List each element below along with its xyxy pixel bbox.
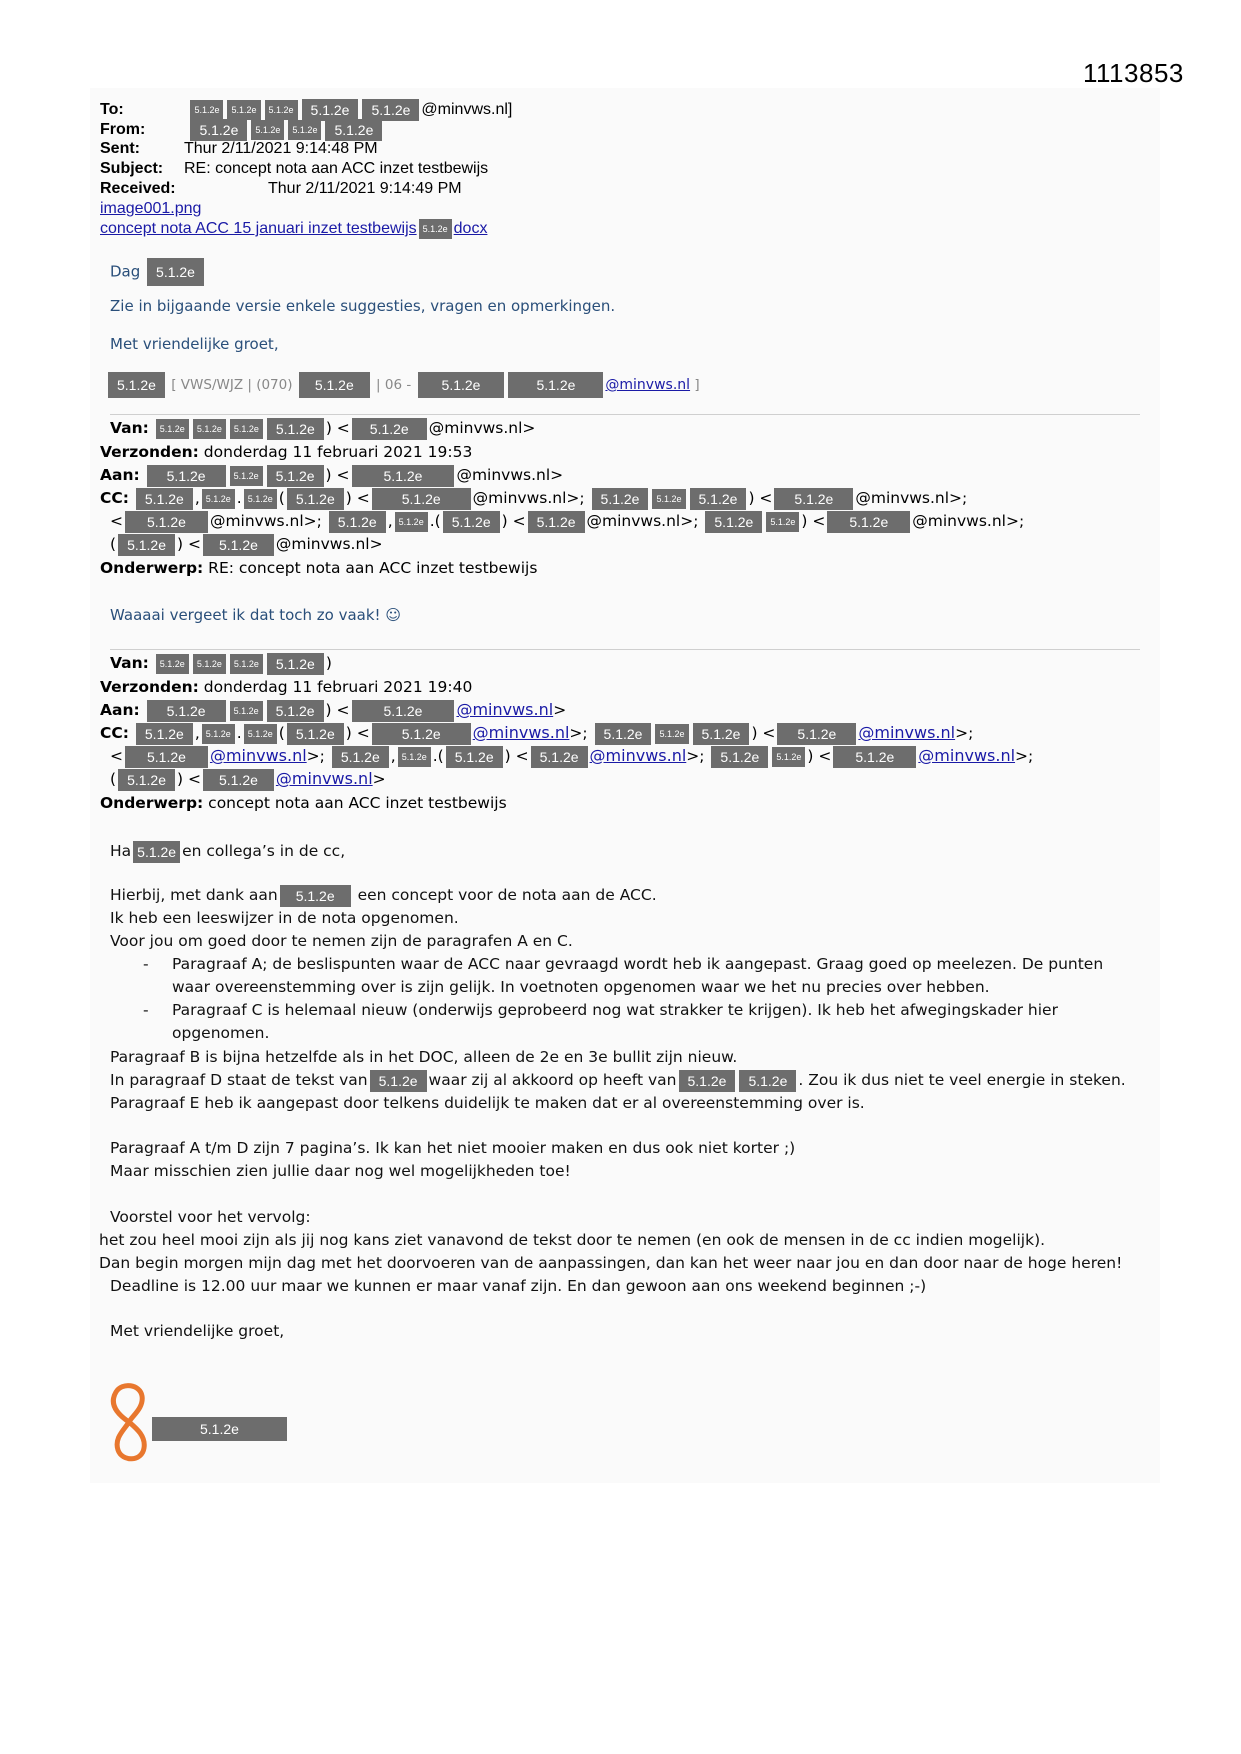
email-link[interactable]: @minvws.nl — [209, 746, 307, 765]
redaction: 5.1.2e — [592, 488, 649, 510]
redaction: 5.1.2e — [288, 120, 321, 140]
redaction: 5.1.2e — [528, 511, 585, 533]
redaction: 5.1.2e — [446, 746, 503, 768]
reply-closing: Met vriendelijke groet, — [110, 335, 279, 353]
redaction: 5.1.2e — [190, 119, 247, 141]
to-email-suffix: @minvws.nl] — [421, 101, 513, 119]
header-from — [100, 119, 384, 141]
redaction: 5.1.2e — [332, 746, 389, 768]
header-received — [100, 179, 462, 199]
redaction: 5.1.2e — [267, 465, 324, 487]
redaction: 5.1.2e — [352, 418, 427, 440]
redaction: 5.1.2e — [230, 419, 263, 439]
bullet-2-line2: opgenomen. — [172, 1024, 270, 1042]
sent-value: Thur 2/11/2021 9:14:48 PM — [184, 140, 378, 157]
mail3-verzonden: Verzonden: donderdag 11 februari 2021 19:40 — [100, 678, 473, 696]
mail2-cc-3: ( 5.1.2e ) < 5.1.2e @minvws.nl> — [110, 533, 383, 556]
redaction: 5.1.2e — [136, 488, 193, 510]
attachment-link[interactable]: concept nota ACC 15 januari inzet testbewijs — [100, 220, 417, 238]
subject-value: RE: concept nota aan ACC inzet testbewijs — [184, 160, 489, 177]
mail3-line7: Paragraaf A t/m D zijn 7 pagina’s. Ik kan het niet mooier maken en dus ook niet korter ;) — [110, 1139, 796, 1157]
redaction: 5.1.2e — [766, 512, 799, 532]
redaction: 5.1.2e — [267, 418, 324, 440]
redaction: 5.1.2e — [419, 219, 452, 239]
redaction: 5.1.2e — [147, 258, 204, 286]
redaction: 5.1.2e — [777, 723, 856, 745]
redaction: 5.1.2e — [244, 724, 277, 744]
redaction: 5.1.2e — [152, 1417, 287, 1441]
attachment-docx[interactable] — [100, 219, 487, 239]
from-label: From: — [100, 121, 146, 139]
mail2-van: Van: 5.1.2e 5.1.2e 5.1.2e 5.1.2e ) < 5.1.2e @minvws.nl> — [110, 417, 535, 440]
bullet-1-line1: Paragraaf A; de beslispunten waar de ACC naar gevraagd wordt heb ik aangepast. Graag goed op meelezen. De punten — [172, 955, 1104, 973]
redaction: 5.1.2e — [267, 653, 324, 675]
reply-greeting: Dag 5.1.2e — [110, 258, 206, 286]
redaction: 5.1.2e — [147, 700, 226, 722]
redaction: 5.1.2e — [595, 723, 652, 745]
email-link[interactable]: @minvws.nl — [275, 769, 373, 788]
header-subject — [100, 159, 488, 179]
subject-label: Subject: — [100, 160, 164, 177]
redaction: 5.1.2e — [190, 100, 223, 120]
mail3-closing: Met vriendelijke groet, — [110, 1322, 285, 1340]
bullet-1-line2: waar overeenstemming over is zijn gelijk. In voetnoten opgenomen waar we het nu precies over hebben. — [172, 978, 990, 996]
redaction: 5.1.2e — [652, 489, 685, 509]
mail2-cc-1: CC: 5.1.2e , 5.1.2e . 5.1.2e ( 5.1.2e ) < 5.1.2e @minvws.nl>; 5.1.2e 5.1.2e 5.1.2e ) < 5.1.2e @minvws.nl>; — [100, 487, 967, 510]
redaction: 5.1.2e — [443, 511, 500, 533]
mail3-aan: Aan: 5.1.2e 5.1.2e 5.1.2e ) < 5.1.2e @minvws.nl> — [100, 699, 566, 722]
received-label: Received: — [100, 180, 176, 197]
redaction: 5.1.2e — [395, 512, 428, 532]
redaction: 5.1.2e — [362, 99, 419, 121]
redaction: 5.1.2e — [372, 488, 471, 510]
redaction: 5.1.2e — [203, 534, 274, 556]
email-link[interactable]: @minvws.nl — [456, 700, 554, 719]
mail3-onderwerp: Onderwerp: concept nota aan ACC inzet testbewijs — [100, 794, 507, 812]
to-label: To: — [100, 101, 124, 119]
redaction: 5.1.2e — [133, 841, 180, 863]
mail3-cc-2: < 5.1.2e @minvws.nl>; 5.1.2e , 5.1.2e .( 5.1.2e ) < 5.1.2e @minvws.nl>; 5.1.2e 5.1.2e ) < 5.1.2e @minvws.nl>; — [110, 745, 1033, 768]
redaction: 5.1.2e — [508, 372, 603, 398]
redaction: 5.1.2e — [679, 1070, 736, 1092]
redaction: 5.1.2e — [227, 100, 260, 120]
email-link[interactable]: @minvws.nl — [472, 723, 570, 742]
mail3-greeting: Ha 5.1.2e en collega’s in de cc, — [110, 840, 345, 863]
redaction: 5.1.2e — [370, 1070, 427, 1092]
redaction: 5.1.2e — [280, 885, 351, 907]
redaction: 5.1.2e — [244, 489, 277, 509]
redaction: 5.1.2e — [125, 511, 208, 533]
redaction: 5.1.2e — [690, 488, 747, 510]
mail3-line5: In paragraaf D staat de tekst van 5.1.2e waar zij al akkoord op heeft van 5.1.2e 5.1.2e . Zou ik dus niet te veel energie in steken. — [110, 1069, 1126, 1092]
redaction: 5.1.2e — [193, 654, 226, 674]
mail3-line1: Hierbij, met dank aan 5.1.2e een concept voor de nota aan de ACC. — [110, 884, 657, 907]
mail3-line4: Paragraaf B is bijna hetzelfde als in het DOC, alleen de 2e en 3e bullit zijn nieuw. — [110, 1048, 738, 1066]
mail3-line3: Voor jou om goed door te nemen zijn de paragrafen A en C. — [110, 932, 573, 950]
redaction: 5.1.2e — [711, 746, 768, 768]
document-number: 1113853 — [1083, 58, 1184, 88]
email-link[interactable]: @minvws.nl — [918, 746, 1016, 765]
mail3-line10: het zou heel mooi zijn als jij nog kans ziet vanavond de tekst door te nemen (en ook de mensen in de cc indien mogelijk). — [99, 1231, 1046, 1249]
mail3-line8: Maar misschien zien jullie daar nog wel mogelijkheden toe! — [110, 1162, 571, 1180]
redaction: 5.1.2e — [118, 534, 175, 556]
mail3-line9: Voorstel voor het vervolg: — [110, 1208, 311, 1226]
mail2-verzonden: Verzonden: donderdag 11 februari 2021 19:53 — [100, 443, 473, 461]
bullet-dash: - — [143, 955, 149, 973]
mail3-line11: Dan begin morgen mijn dag met het doorvoeren van de aanpassingen, dan kan het weer naar jou en dan door naar de hoge heren! — [99, 1254, 1123, 1272]
redaction: 5.1.2e — [202, 724, 235, 744]
redaction: 5.1.2e — [302, 99, 359, 121]
redaction: 5.1.2e — [251, 120, 284, 140]
redaction: 5.1.2e — [372, 723, 471, 745]
header-sent — [100, 139, 378, 159]
redaction: 5.1.2e — [299, 372, 370, 398]
redaction: 5.1.2e — [693, 723, 750, 745]
redaction: 5.1.2e — [108, 372, 165, 398]
mail3-line12: Deadline is 12.00 uur maar we kunnen er maar vanaf zijn. En dan gewoon aan ons weekend beginnen ;-) — [110, 1277, 927, 1295]
attachment-link[interactable]: image001.png — [100, 200, 202, 217]
redaction: 5.1.2e — [772, 747, 805, 767]
bullet-dash: - — [143, 1001, 149, 1019]
mail3-cc-1: CC: 5.1.2e , 5.1.2e . 5.1.2e ( 5.1.2e ) < 5.1.2e @minvws.nl>; 5.1.2e 5.1.2e 5.1.2e ) < 5.1.2e @minvws.nl>; — [100, 722, 973, 745]
redaction: 5.1.2e — [230, 701, 263, 721]
redaction: 5.1.2e — [118, 769, 175, 791]
redaction: 5.1.2e — [325, 119, 382, 141]
organization-logo — [106, 1382, 152, 1462]
attachment-link-ext[interactable]: docx — [453, 220, 488, 238]
redaction: 5.1.2e — [398, 747, 431, 767]
mail2-aan: Aan: 5.1.2e 5.1.2e 5.1.2e ) < 5.1.2e @minvws.nl> — [100, 464, 563, 487]
redaction: 5.1.2e — [156, 654, 189, 674]
mail3-van: Van: 5.1.2e 5.1.2e 5.1.2e 5.1.2e ) — [110, 652, 332, 675]
redaction: 5.1.2e — [418, 372, 505, 398]
mail2-text: Waaaai vergeet ik dat toch zo vaak! ☺ — [110, 606, 401, 624]
mail2-cc-2: < 5.1.2e @minvws.nl>; 5.1.2e , 5.1.2e .( 5.1.2e ) < 5.1.2e @minvws.nl>; 5.1.2e 5.1.2e ) < 5.1.2e @minvws.nl>; — [110, 510, 1024, 533]
sig-email-link[interactable]: @minvws.nl — [605, 377, 691, 393]
redaction: 5.1.2e — [287, 723, 344, 745]
redaction: 5.1.2e — [202, 489, 235, 509]
redaction: 5.1.2e — [655, 724, 688, 744]
email-link[interactable]: @minvws.nl — [858, 723, 956, 742]
redaction: 5.1.2e — [147, 465, 226, 487]
reply-text: Zie in bijgaande versie enkele suggesties, vragen en opmerkingen. — [110, 297, 616, 315]
redaction: 5.1.2e — [287, 488, 344, 510]
signature-redaction — [150, 1417, 289, 1441]
redaction: 5.1.2e — [230, 466, 263, 486]
redaction: 5.1.2e — [136, 723, 193, 745]
mail3-line2: Ik heb een leeswijzer in de nota opgenomen. — [110, 909, 459, 927]
email-link[interactable]: @minvws.nl — [589, 746, 687, 765]
sent-label: Sent: — [100, 140, 140, 157]
mail2-onderwerp: Onderwerp: RE: concept nota aan ACC inzet testbewijs — [100, 559, 538, 577]
mail3-cc-3: ( 5.1.2e ) < 5.1.2e @minvws.nl> — [110, 768, 386, 791]
redaction: 5.1.2e — [267, 700, 324, 722]
redaction: 5.1.2e — [125, 746, 208, 768]
header-to — [100, 99, 512, 121]
redaction: 5.1.2e — [265, 100, 298, 120]
redaction: 5.1.2e — [329, 511, 386, 533]
redaction: 5.1.2e — [352, 465, 455, 487]
redaction: 5.1.2e — [531, 746, 588, 768]
separator — [110, 649, 1140, 650]
separator — [110, 414, 1140, 415]
redaction: 5.1.2e — [833, 746, 916, 768]
redaction: 5.1.2e — [203, 769, 274, 791]
received-value: Thur 2/11/2021 9:14:49 PM — [268, 180, 462, 197]
redaction: 5.1.2e — [705, 511, 762, 533]
redaction: 5.1.2e — [193, 419, 226, 439]
redaction: 5.1.2e — [156, 419, 189, 439]
redaction: 5.1.2e — [827, 511, 910, 533]
reply-signature: 5.1.2e [ VWS/WJZ | (070) 5.1.2e | 06 - 5.1.2e 5.1.2e @minvws.nl ] — [106, 372, 700, 398]
redaction: 5.1.2e — [230, 654, 263, 674]
attachment-image[interactable] — [100, 199, 201, 219]
redaction: 5.1.2e — [774, 488, 853, 510]
bullet-2-line1: Paragraaf C is helemaal nieuw (onderwijs geprobeerd nog wat strakker te krijgen). Ik heb het afwegingskader hier — [172, 1001, 1058, 1019]
mail3-line6: Paragraaf E heb ik aangepast door telkens duidelijk te maken dat er al overeenstemming over is. — [110, 1094, 865, 1112]
redaction: 5.1.2e — [739, 1070, 796, 1092]
redaction: 5.1.2e — [352, 700, 455, 722]
